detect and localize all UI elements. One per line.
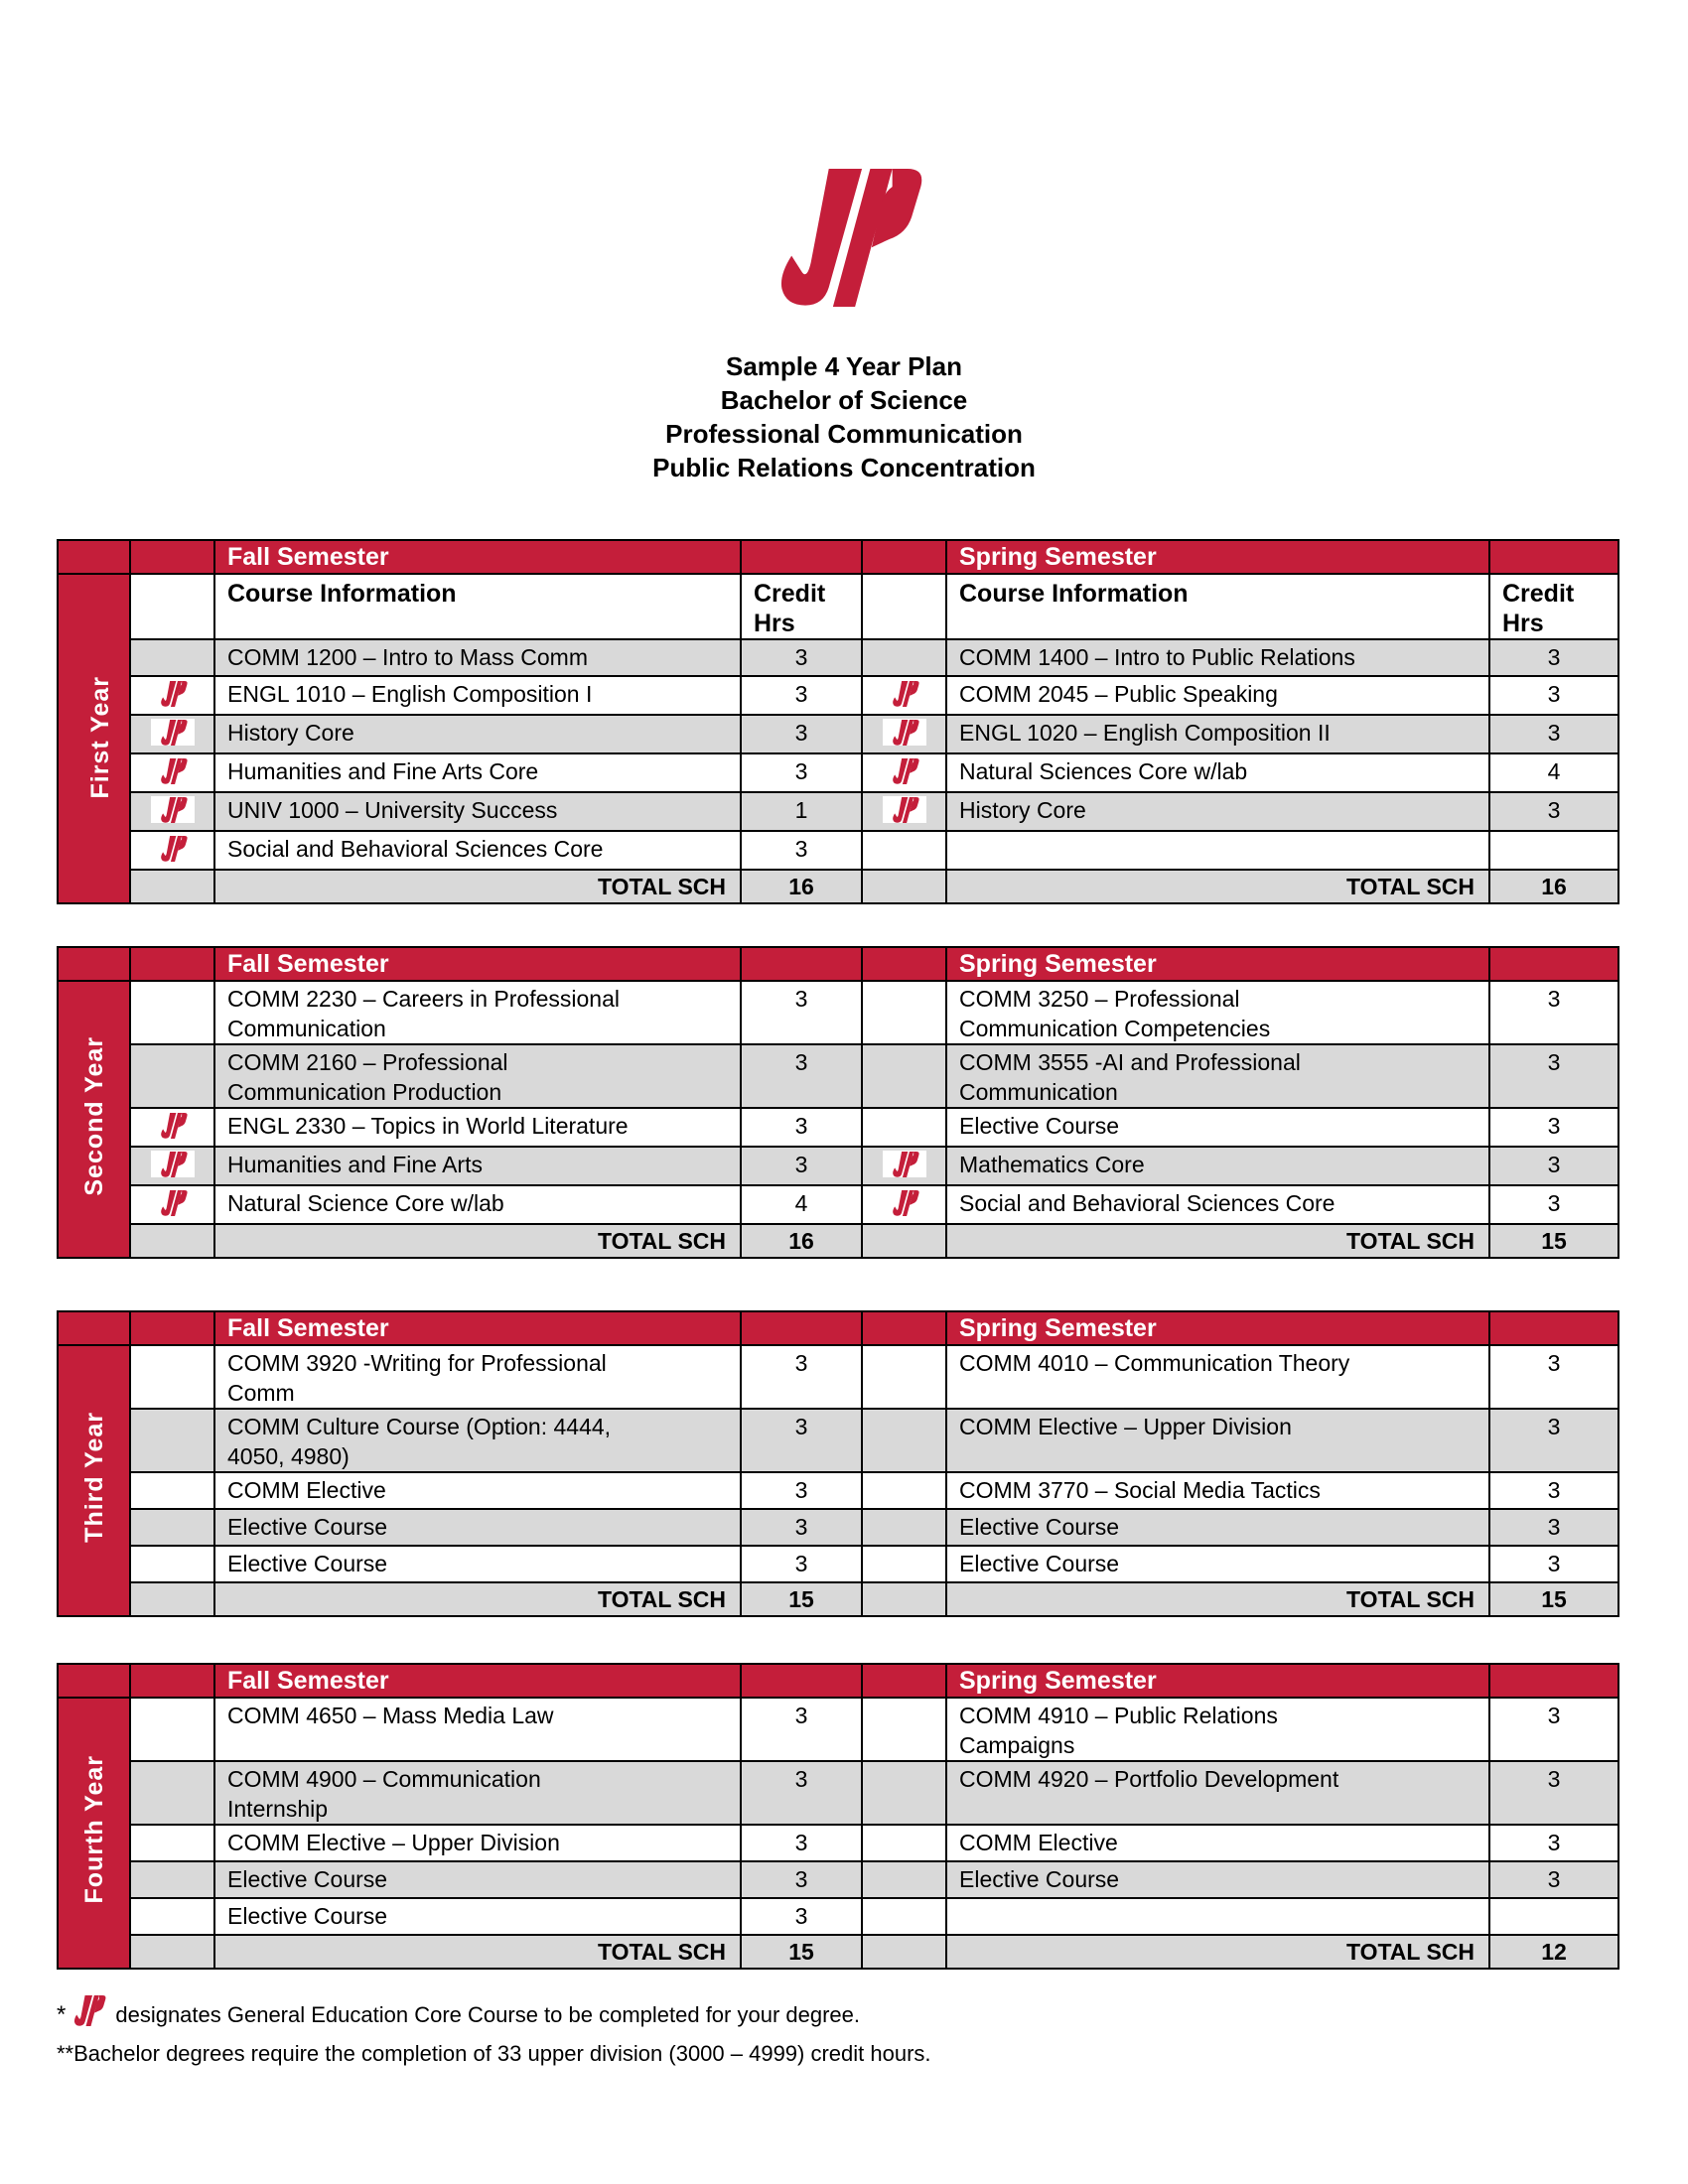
course-row: [58, 1546, 1618, 1582]
fall-course-cell: Natural Science Core w/lab: [214, 1185, 741, 1224]
spring-gened-cell: [862, 1761, 946, 1825]
band-fall-credit-spacer: [741, 1311, 862, 1345]
fall-course-cell: COMM 3920 -Writing for Professional Comm: [214, 1345, 741, 1409]
fall-course-cell: Elective Course: [214, 1898, 741, 1935]
ap-gened-icon: [70, 1995, 107, 2032]
fall-gened-cell: [130, 1546, 214, 1582]
column-header-row: [58, 574, 1618, 639]
semester-header-row: [58, 1664, 1618, 1698]
band-fall-credit-spacer: [741, 540, 862, 574]
spring-credit-cell: 3: [1489, 1861, 1618, 1898]
spring-total-spacer: [862, 1935, 946, 1969]
band-spring-credit-spacer: [1489, 947, 1618, 981]
course-row: [58, 1509, 1618, 1546]
total-row: [58, 1582, 1618, 1616]
page-title: [0, 349, 1688, 484]
spring-credit-cell: 3: [1489, 639, 1618, 676]
spring-credit-cell: 3: [1489, 1698, 1618, 1761]
ap-monogram-icon: [760, 169, 928, 307]
course-row: [58, 1409, 1618, 1472]
ap-gened-icon: [151, 1112, 195, 1139]
spring-credit-cell: 3: [1489, 1825, 1618, 1861]
ap-gened-icon: [883, 680, 926, 707]
fall-total-sch-label: TOTAL SCH: [214, 1935, 741, 1969]
spring-course-cell: Natural Sciences Core w/lab: [946, 753, 1489, 792]
ap-gened-icon: [151, 757, 195, 784]
asterisk: *: [57, 2001, 67, 2028]
spring-gened-cell: [862, 1147, 946, 1185]
fall-total-spacer: [130, 1935, 214, 1969]
spring-gened-cell: [862, 715, 946, 753]
fall-credit-cell: 3: [741, 1861, 862, 1898]
fall-gened-cell: [130, 676, 214, 715]
fall-gened-cell: [130, 1409, 214, 1472]
fall-course-cell: COMM 2160 – Professional Communication Production: [214, 1044, 741, 1108]
spring-total-sch-value: 12: [1489, 1935, 1618, 1969]
fall-total-sch-value: 16: [741, 1224, 862, 1258]
year-label-fourth-year: [58, 1698, 130, 1969]
spring-course-cell: Elective Course: [946, 1861, 1489, 1898]
spring-gened-cell: [862, 1825, 946, 1861]
fall-gened-cell: [130, 1861, 214, 1898]
band-fall-credit-spacer: [741, 947, 862, 981]
fall-gened-cell: [130, 1898, 214, 1935]
semester-header-row: [58, 1311, 1618, 1345]
spring-course-cell: COMM Elective – Upper Division: [946, 1409, 1489, 1472]
fall-credit-cell: 3: [741, 981, 862, 1044]
spring-credit-hrs-header: Credit Hrs: [1489, 574, 1618, 639]
spring-credit-cell: 3: [1489, 792, 1618, 831]
total-row: [58, 1224, 1618, 1258]
fall-credit-cell: 3: [741, 1044, 862, 1108]
spring-course-cell: COMM Elective: [946, 1825, 1489, 1861]
spring-total-spacer: [862, 1224, 946, 1258]
course-row: [58, 1147, 1618, 1185]
year-label-first-year: [58, 574, 130, 903]
fall-credit-cell: 3: [741, 753, 862, 792]
spring-semester-header: Spring Semester: [946, 1664, 1489, 1698]
course-row: [58, 831, 1618, 870]
spring-gened-cell: [862, 753, 946, 792]
year-label-text: Fourth Year: [79, 1755, 108, 1904]
course-row: [58, 1898, 1618, 1935]
spring-gened-cell: [862, 1698, 946, 1761]
fall-credit-hrs-header: Credit Hrs: [741, 574, 862, 639]
spring-credit-cell: 3: [1489, 676, 1618, 715]
ap-gened-icon: [151, 680, 195, 707]
band-fall-icon-spacer: [130, 947, 214, 981]
course-row: [58, 1108, 1618, 1147]
fall-credit-cell: 3: [741, 639, 862, 676]
fall-course-cell: COMM Culture Course (Option: 4444, 4050, 4980): [214, 1409, 741, 1472]
ap-gened-icon: [151, 835, 195, 862]
spring-course-cell: COMM 3555 -AI and Professional Communication: [946, 1044, 1489, 1108]
course-row: [58, 1185, 1618, 1224]
fall-credit-cell: 3: [741, 1147, 862, 1185]
fall-credit-cell: 3: [741, 1761, 862, 1825]
band-year-corner: [58, 947, 130, 981]
spring-total-sch-value: 16: [1489, 870, 1618, 903]
semester-header-row: [58, 540, 1618, 574]
fall-gened-cell: [130, 1345, 214, 1409]
fall-gened-cell: [130, 1761, 214, 1825]
course-row: [58, 676, 1618, 715]
total-row: [58, 870, 1618, 903]
spring-course-cell: Elective Course: [946, 1108, 1489, 1147]
course-row: [58, 792, 1618, 831]
fall-course-cell: ENGL 1010 – English Composition I: [214, 676, 741, 715]
ap-gened-icon: [151, 796, 195, 823]
fall-semester-header: Fall Semester: [214, 540, 741, 574]
spring-total-spacer: [862, 1582, 946, 1616]
spring-course-cell: Mathematics Core: [946, 1147, 1489, 1185]
footnote-gened: [57, 1995, 931, 2035]
fall-gened-cell: [130, 1044, 214, 1108]
spring-credit-cell: 3: [1489, 1185, 1618, 1224]
year-label-text: Second Year: [79, 1035, 108, 1196]
fall-credit-cell: 3: [741, 1698, 862, 1761]
title-line-concentration: Public Relations Concentration: [652, 453, 1036, 482]
spring-gened-cell: [862, 1861, 946, 1898]
fall-course-cell: UNIV 1000 – University Success: [214, 792, 741, 831]
course-row: [58, 1761, 1618, 1825]
semester-header-row: [58, 947, 1618, 981]
fall-gened-cell: [130, 1509, 214, 1546]
fall-semester-header: Fall Semester: [214, 1664, 741, 1698]
spring-icon-header-spacer: [862, 574, 946, 639]
fall-course-cell: History Core: [214, 715, 741, 753]
year-label-third-year: [58, 1345, 130, 1616]
fall-credit-cell: 3: [741, 1898, 862, 1935]
course-row: [58, 1345, 1618, 1409]
spring-credit-cell: 4: [1489, 753, 1618, 792]
spring-course-cell: Elective Course: [946, 1509, 1489, 1546]
fall-credit-cell: 3: [741, 1108, 862, 1147]
spring-credit-cell: 3: [1489, 1147, 1618, 1185]
fall-semester-header: Fall Semester: [214, 947, 741, 981]
fall-total-spacer: [130, 1224, 214, 1258]
ap-gened-icon: [151, 1151, 195, 1177]
spring-credit-cell: 3: [1489, 1345, 1618, 1409]
fall-credit-cell: 3: [741, 1472, 862, 1509]
course-row: [58, 1825, 1618, 1861]
fall-course-cell: COMM 2230 – Careers in Professional Communication: [214, 981, 741, 1044]
fall-credit-cell: 3: [741, 1825, 862, 1861]
fall-course-cell: Elective Course: [214, 1509, 741, 1546]
year-label-text: Third Year: [79, 1412, 108, 1543]
fall-semester-header: Fall Semester: [214, 1311, 741, 1345]
spring-gened-cell: [862, 676, 946, 715]
spring-gened-cell: [862, 792, 946, 831]
spring-credit-cell: [1489, 1898, 1618, 1935]
title-line-plan: Sample 4 Year Plan: [726, 351, 962, 381]
fall-course-cell: Elective Course: [214, 1861, 741, 1898]
fall-gened-cell: [130, 1825, 214, 1861]
fall-course-info-header: Course Information: [214, 574, 741, 639]
band-spring-credit-spacer: [1489, 1311, 1618, 1345]
fall-total-spacer: [130, 870, 214, 903]
fall-course-cell: Humanities and Fine Arts Core: [214, 753, 741, 792]
fall-credit-cell: 4: [741, 1185, 862, 1224]
spring-course-cell: [946, 831, 1489, 870]
spring-course-cell: COMM 1400 – Intro to Public Relations: [946, 639, 1489, 676]
spring-gened-cell: [862, 1108, 946, 1147]
course-row: [58, 639, 1618, 676]
title-line-major: Professional Communication: [665, 419, 1023, 449]
band-year-corner: [58, 540, 130, 574]
band-spring-icon-spacer: [862, 540, 946, 574]
spring-credit-cell: 3: [1489, 1761, 1618, 1825]
spring-total-spacer: [862, 870, 946, 903]
spring-credit-cell: 3: [1489, 1409, 1618, 1472]
fall-gened-cell: [130, 639, 214, 676]
spring-gened-cell: [862, 831, 946, 870]
spring-gened-cell: [862, 1472, 946, 1509]
fall-credit-cell: 3: [741, 831, 862, 870]
spring-gened-cell: [862, 1898, 946, 1935]
year-label-text: First Year: [85, 675, 114, 799]
year-table-third-year: [57, 1310, 1619, 1617]
spring-course-cell: COMM 4920 – Portfolio Development: [946, 1761, 1489, 1825]
spring-gened-cell: [862, 1345, 946, 1409]
fall-total-sch-label: TOTAL SCH: [214, 1224, 741, 1258]
spring-credit-cell: 3: [1489, 1044, 1618, 1108]
band-year-corner: [58, 1664, 130, 1698]
fall-icon-header-spacer: [130, 574, 214, 639]
band-fall-icon-spacer: [130, 1664, 214, 1698]
title-line-degree: Bachelor of Science: [720, 385, 968, 415]
fall-total-sch-label: TOTAL SCH: [214, 870, 741, 903]
course-row: [58, 1044, 1618, 1108]
fall-course-cell: ENGL 2330 – Topics in World Literature: [214, 1108, 741, 1147]
spring-total-sch-label: TOTAL SCH: [946, 1582, 1489, 1616]
fall-total-sch-value: 15: [741, 1935, 862, 1969]
fall-course-cell: Elective Course: [214, 1546, 741, 1582]
austin-peay-logo: [760, 169, 928, 312]
fall-credit-cell: 3: [741, 1409, 862, 1472]
band-year-corner: [58, 1311, 130, 1345]
spring-credit-cell: 3: [1489, 1108, 1618, 1147]
spring-course-cell: History Core: [946, 792, 1489, 831]
fall-total-sch-value: 15: [741, 1582, 862, 1616]
spring-credit-cell: [1489, 831, 1618, 870]
band-spring-icon-spacer: [862, 947, 946, 981]
ap-gened-icon: [151, 1189, 195, 1216]
spring-semester-header: Spring Semester: [946, 1311, 1489, 1345]
spring-total-sch-value: 15: [1489, 1224, 1618, 1258]
year-table-fourth-year: [57, 1663, 1619, 1970]
spring-course-cell: COMM 3770 – Social Media Tactics: [946, 1472, 1489, 1509]
fall-course-cell: COMM 1200 – Intro to Mass Comm: [214, 639, 741, 676]
spring-course-cell: COMM 2045 – Public Speaking: [946, 676, 1489, 715]
fall-total-sch-label: TOTAL SCH: [214, 1582, 741, 1616]
ap-gened-icon: [883, 719, 926, 746]
fall-credit-cell: 3: [741, 1509, 862, 1546]
fall-course-cell: Humanities and Fine Arts: [214, 1147, 741, 1185]
band-fall-credit-spacer: [741, 1664, 862, 1698]
fall-course-cell: COMM 4650 – Mass Media Law: [214, 1698, 741, 1761]
fall-course-cell: COMM 4900 – Communication Internship: [214, 1761, 741, 1825]
spring-total-sch-label: TOTAL SCH: [946, 1935, 1489, 1969]
band-spring-icon-spacer: [862, 1664, 946, 1698]
fall-credit-cell: 3: [741, 715, 862, 753]
fall-gened-cell: [130, 1472, 214, 1509]
ap-gened-icon: [151, 719, 195, 746]
fall-credit-cell: 1: [741, 792, 862, 831]
spring-semester-header: Spring Semester: [946, 947, 1489, 981]
course-row: [58, 715, 1618, 753]
footnote-gened-text: designates General Education Core Course to be completed for your degree.: [115, 2002, 861, 2027]
spring-gened-cell: [862, 1546, 946, 1582]
fall-gened-cell: [130, 981, 214, 1044]
spring-credit-cell: 3: [1489, 1509, 1618, 1546]
fall-credit-cell: 3: [741, 1546, 862, 1582]
year-table-first-year: [57, 539, 1619, 904]
spring-semester-header: Spring Semester: [946, 540, 1489, 574]
ap-gened-icon: [883, 1151, 926, 1177]
spring-course-cell: COMM 4910 – Public Relations Campaigns: [946, 1698, 1489, 1761]
spring-gened-cell: [862, 1509, 946, 1546]
spring-total-sch-label: TOTAL SCH: [946, 870, 1489, 903]
fall-gened-cell: [130, 1147, 214, 1185]
course-row: [58, 1861, 1618, 1898]
year-table-second-year: [57, 946, 1619, 1259]
course-row: [58, 981, 1618, 1044]
spring-credit-cell: 3: [1489, 981, 1618, 1044]
spring-course-cell: Elective Course: [946, 1546, 1489, 1582]
year-label-second-year: [58, 981, 130, 1258]
band-fall-icon-spacer: [130, 540, 214, 574]
total-row: [58, 1935, 1618, 1969]
spring-credit-cell: 3: [1489, 1546, 1618, 1582]
course-row: [58, 1472, 1618, 1509]
spring-course-cell: [946, 1898, 1489, 1935]
spring-total-sch-label: TOTAL SCH: [946, 1224, 1489, 1258]
fall-gened-cell: [130, 715, 214, 753]
footnote-upper-division: **Bachelor degrees require the completion of 33 upper division (3000 – 4999) credit hours.: [57, 2041, 931, 2066]
fall-gened-cell: [130, 1108, 214, 1147]
spring-credit-cell: 3: [1489, 715, 1618, 753]
fall-gened-cell: [130, 831, 214, 870]
fall-gened-cell: [130, 792, 214, 831]
fall-course-cell: Social and Behavioral Sciences Core: [214, 831, 741, 870]
spring-credit-cell: 3: [1489, 1472, 1618, 1509]
fall-credit-cell: 3: [741, 676, 862, 715]
course-row: [58, 1698, 1618, 1761]
footnotes: [57, 1995, 931, 2069]
spring-gened-cell: [862, 1409, 946, 1472]
spring-gened-cell: [862, 639, 946, 676]
band-spring-icon-spacer: [862, 1311, 946, 1345]
spring-course-cell: ENGL 1020 – English Composition II: [946, 715, 1489, 753]
spring-gened-cell: [862, 1185, 946, 1224]
spring-course-cell: COMM 4010 – Communication Theory: [946, 1345, 1489, 1409]
fall-course-cell: COMM Elective – Upper Division: [214, 1825, 741, 1861]
spring-course-cell: COMM 3250 – Professional Communication Competencies: [946, 981, 1489, 1044]
band-spring-credit-spacer: [1489, 1664, 1618, 1698]
fall-total-sch-value: 16: [741, 870, 862, 903]
fall-gened-cell: [130, 1185, 214, 1224]
band-spring-credit-spacer: [1489, 540, 1618, 574]
fall-gened-cell: [130, 753, 214, 792]
course-row: [58, 753, 1618, 792]
spring-gened-cell: [862, 981, 946, 1044]
ap-gened-icon: [883, 757, 926, 784]
ap-gened-icon: [883, 1189, 926, 1216]
spring-course-info-header: Course Information: [946, 574, 1489, 639]
spring-total-sch-value: 15: [1489, 1582, 1618, 1616]
fall-gened-cell: [130, 1698, 214, 1761]
spring-course-cell: Social and Behavioral Sciences Core: [946, 1185, 1489, 1224]
spring-gened-cell: [862, 1044, 946, 1108]
fall-course-cell: COMM Elective: [214, 1472, 741, 1509]
fall-total-spacer: [130, 1582, 214, 1616]
band-fall-icon-spacer: [130, 1311, 214, 1345]
fall-credit-cell: 3: [741, 1345, 862, 1409]
ap-gened-icon: [883, 796, 926, 823]
